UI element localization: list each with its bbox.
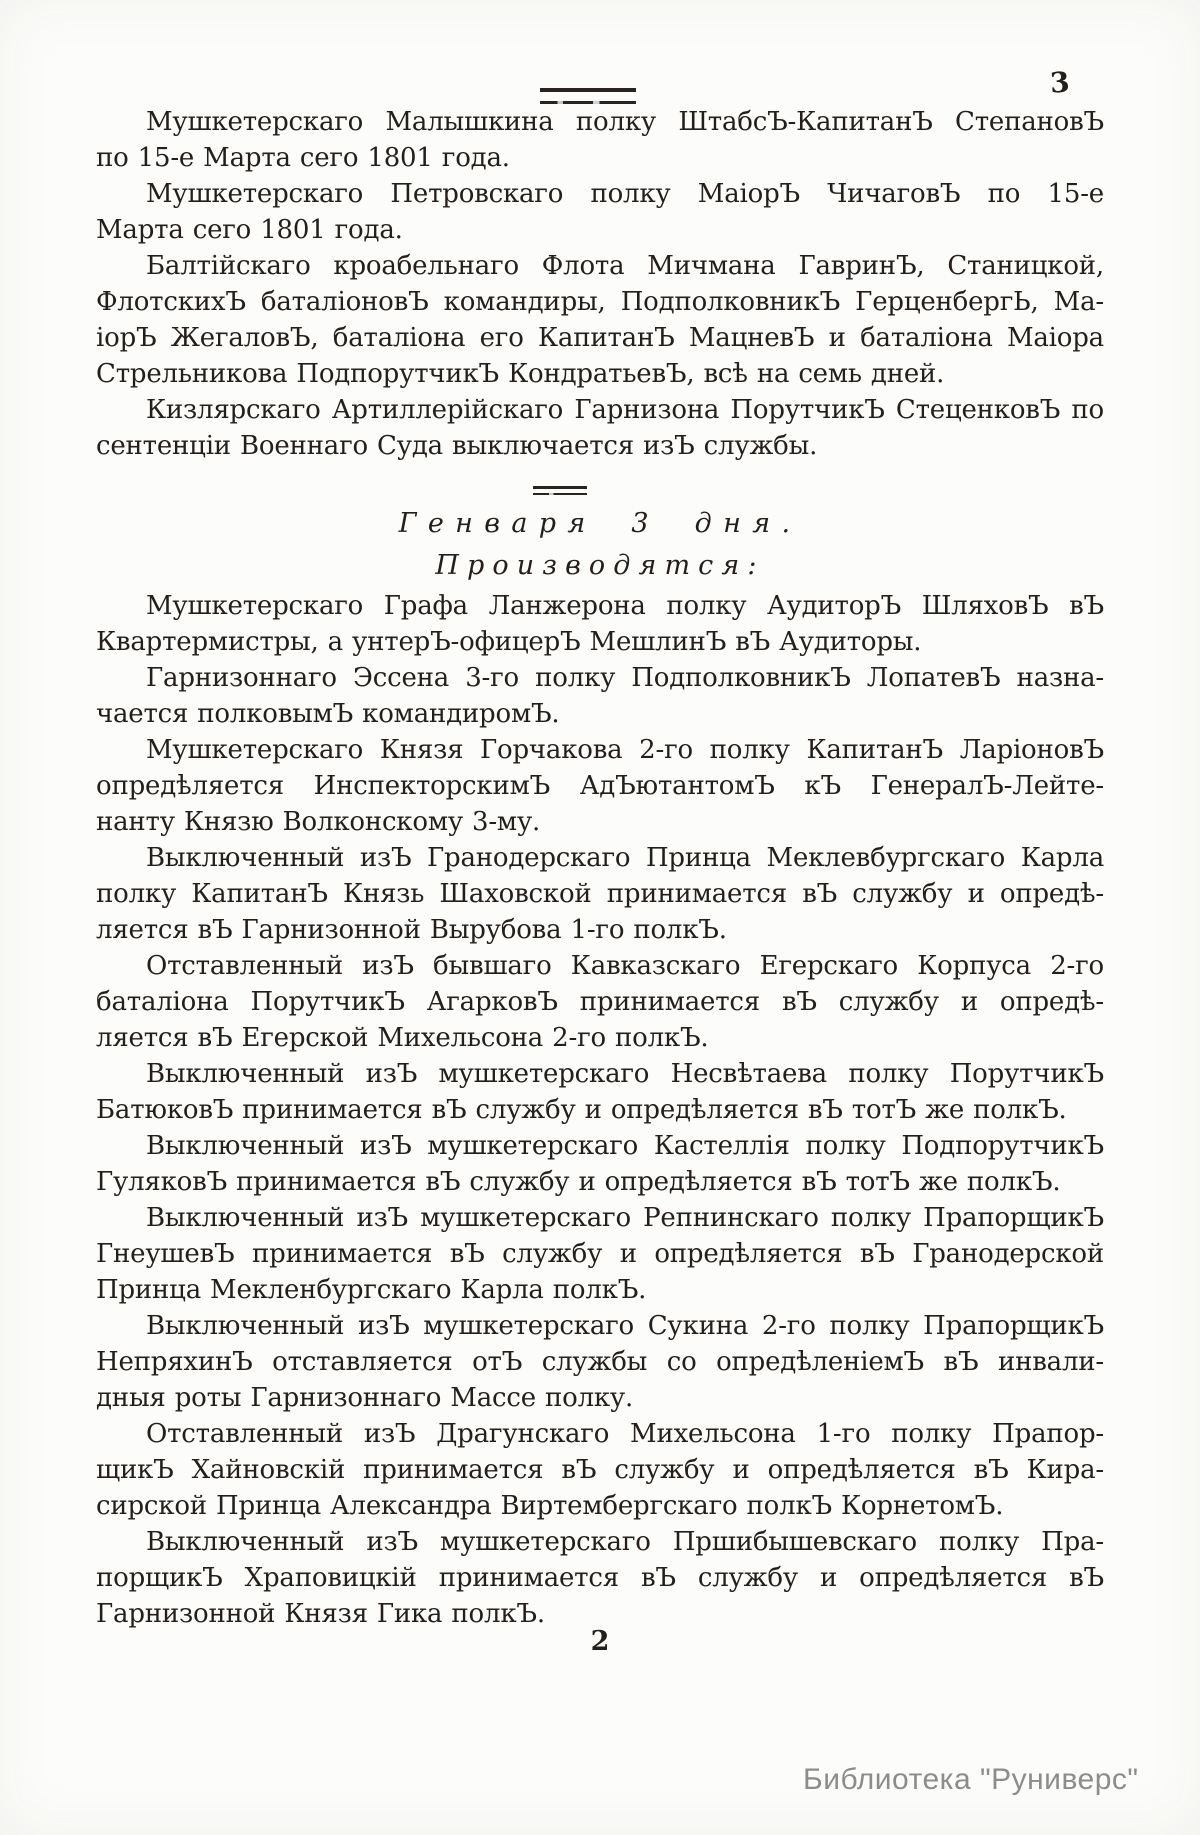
- text-line: Мушкетерскаго Петровскаго полку МаіорЪ ЧичаговЪ по 15-е: [146, 179, 1104, 209]
- text-line: Гарнизоннаго Эссена 3-го полку ПодполковникЪ ЛопатевЪ назна-: [146, 663, 1104, 693]
- text-line: Кизлярскаго Артиллерійскаго Гарнизона ПорутчикЪ СтеценковЪ по: [146, 395, 1104, 425]
- text-line: іорЪ ЖегаловЪ, баталіона его КапитанЪ МацневЪ и баталіона Маіора: [96, 323, 1104, 353]
- runivers-library-watermark: Библиотека "Руниверс": [803, 1763, 1139, 1796]
- text-line: опредѣляется ИнспекторскимЪ АдЪютантомЪ кЪ ГенералЪ-Лейте-: [96, 771, 1104, 801]
- text-line: сирской Принца Александра Виртембергскаго полкЪ КорнетомЪ.: [96, 1491, 1004, 1521]
- text-line: нанту Князю Волконскому 3-му.: [96, 807, 541, 837]
- rule-line: [540, 88, 636, 92]
- text-line: Отставленный изЪ Драгунскаго Михельсона 1-го полку Прапор-: [146, 1419, 1104, 1449]
- text-line: ляется вЪ Егерской Михельсона 2-го полкЪ.: [96, 1023, 709, 1053]
- text-line: Марта сего 1801 года.: [96, 215, 403, 245]
- text-line: Принца Мекленбургскаго Карла полкЪ.: [96, 1275, 647, 1305]
- text-line: полку КапитанЪ Князь Шаховской принимается вЪ службу и опредѣ-: [96, 879, 1104, 909]
- text-line: Гарнизонной Князя Гика полкЪ.: [96, 1599, 545, 1629]
- rule-line: [533, 493, 587, 495]
- text-line: ГнеушевЪ принимается вЪ службу и опредѣляется вЪ Гранодерской: [96, 1239, 1104, 1269]
- text-line: порщикЪ Храповицкій принимается вЪ службу и опредѣляется вЪ: [96, 1563, 1104, 1593]
- section-separator-rule: [533, 486, 587, 495]
- text-line: ФлотскихЪ баталіоновЪ командиры, ПодполковникЪ ГерценбергЬ, Ма-: [96, 287, 1104, 317]
- text-line: по 15-е Марта сего 1801 года.: [96, 143, 510, 173]
- text-line: Выключенный изЪ мушкетерскаго Кастеллія полку ПодпорутчикЪ: [146, 1131, 1104, 1161]
- rule-line: [533, 486, 587, 489]
- text-line: баталіона ПорутчикЪ АгарковЪ принимается вЪ службу и опредѣ-: [96, 987, 1104, 1017]
- text-line: сентенціи Военнаго Суда выключается изЪ службы.: [96, 431, 818, 461]
- text-line: чается полковымЪ командиромЪ.: [96, 699, 560, 729]
- text-line: Выключенный изЪ мушкетерскаго Несвѣтаева полку ПорутчикЪ: [146, 1059, 1104, 1089]
- text-line: Мушкетерскаго Малышкина полку ШтабсЪ-КапитанЪ СтепановЪ: [146, 107, 1104, 137]
- date-heading: Генваря 3 дня.: [398, 508, 802, 539]
- text-line: Отставленный изЪ бывшаго Кавказскаго Егерскаго Корпуса 2-го: [146, 951, 1104, 981]
- text-line: Мушкетерскаго Князя Горчакова 2-го полку КапитанЪ ЛаріоновЪ: [146, 735, 1104, 765]
- header-rule-ornament: [540, 88, 636, 104]
- text-line: Выключенный изЪ мушкетерскаго Пршибышевскаго полку Пра-: [146, 1527, 1104, 1557]
- text-line: Выключенный изЪ мушкетерскаго Сукина 2-го полку ПрапорщикЪ: [146, 1311, 1104, 1341]
- text-line: Выключенный изЪ мушкетерскаго Репнинскаго полку ПрапорщикЪ: [146, 1203, 1104, 1233]
- page-number: 3: [1048, 65, 1072, 100]
- signature-mark: 2: [590, 1626, 610, 1657]
- text-line: Стрельникова ПодпорутчикЪ КондратьевЪ, всѣ на семь дней.: [96, 359, 945, 389]
- text-line: БатюковЪ принимается вЪ службу и опредѣляется вЪ тотЪ же полкЪ.: [96, 1095, 1067, 1125]
- text-line: ГуляковЪ принимается вЪ службу и опредѣляется вЪ тотЪ же полкЪ.: [96, 1167, 1061, 1197]
- text-line: Балтійскаго кроабельнаго Флота Мичмана ГавринЪ, Станицкой,: [146, 251, 1104, 281]
- text-line: щикЪ Хайновскій принимается вЪ службу и опредѣляется вЪ Кира-: [96, 1455, 1104, 1485]
- text-line: дныя роты Гарнизоннаго Массе полку.: [96, 1383, 634, 1413]
- orders-text-block-main: [96, 588, 1104, 1632]
- orders-text-block-top: [96, 104, 1104, 464]
- text-line: Квартермистры, а унтерЪ-офицерЪ МешлинЪ вЪ Аудиторы.: [96, 627, 922, 657]
- text-line: ляется вЪ Гарнизонной Вырубова 1-го полкЪ.: [96, 915, 727, 945]
- text-line: Выключенный изЪ Гранодерскаго Принца Меклевбургскаго Карла: [146, 843, 1104, 873]
- text-line: Мушкетерскаго Графа Ланжерона полку АудиторЪ ШляховЪ вЪ: [146, 591, 1104, 621]
- promotions-heading: Производятся:: [435, 550, 765, 581]
- text-line: НепряхинЪ отставляется отЪ службы со опредѣленіемЪ вЪ инвали-: [96, 1347, 1104, 1377]
